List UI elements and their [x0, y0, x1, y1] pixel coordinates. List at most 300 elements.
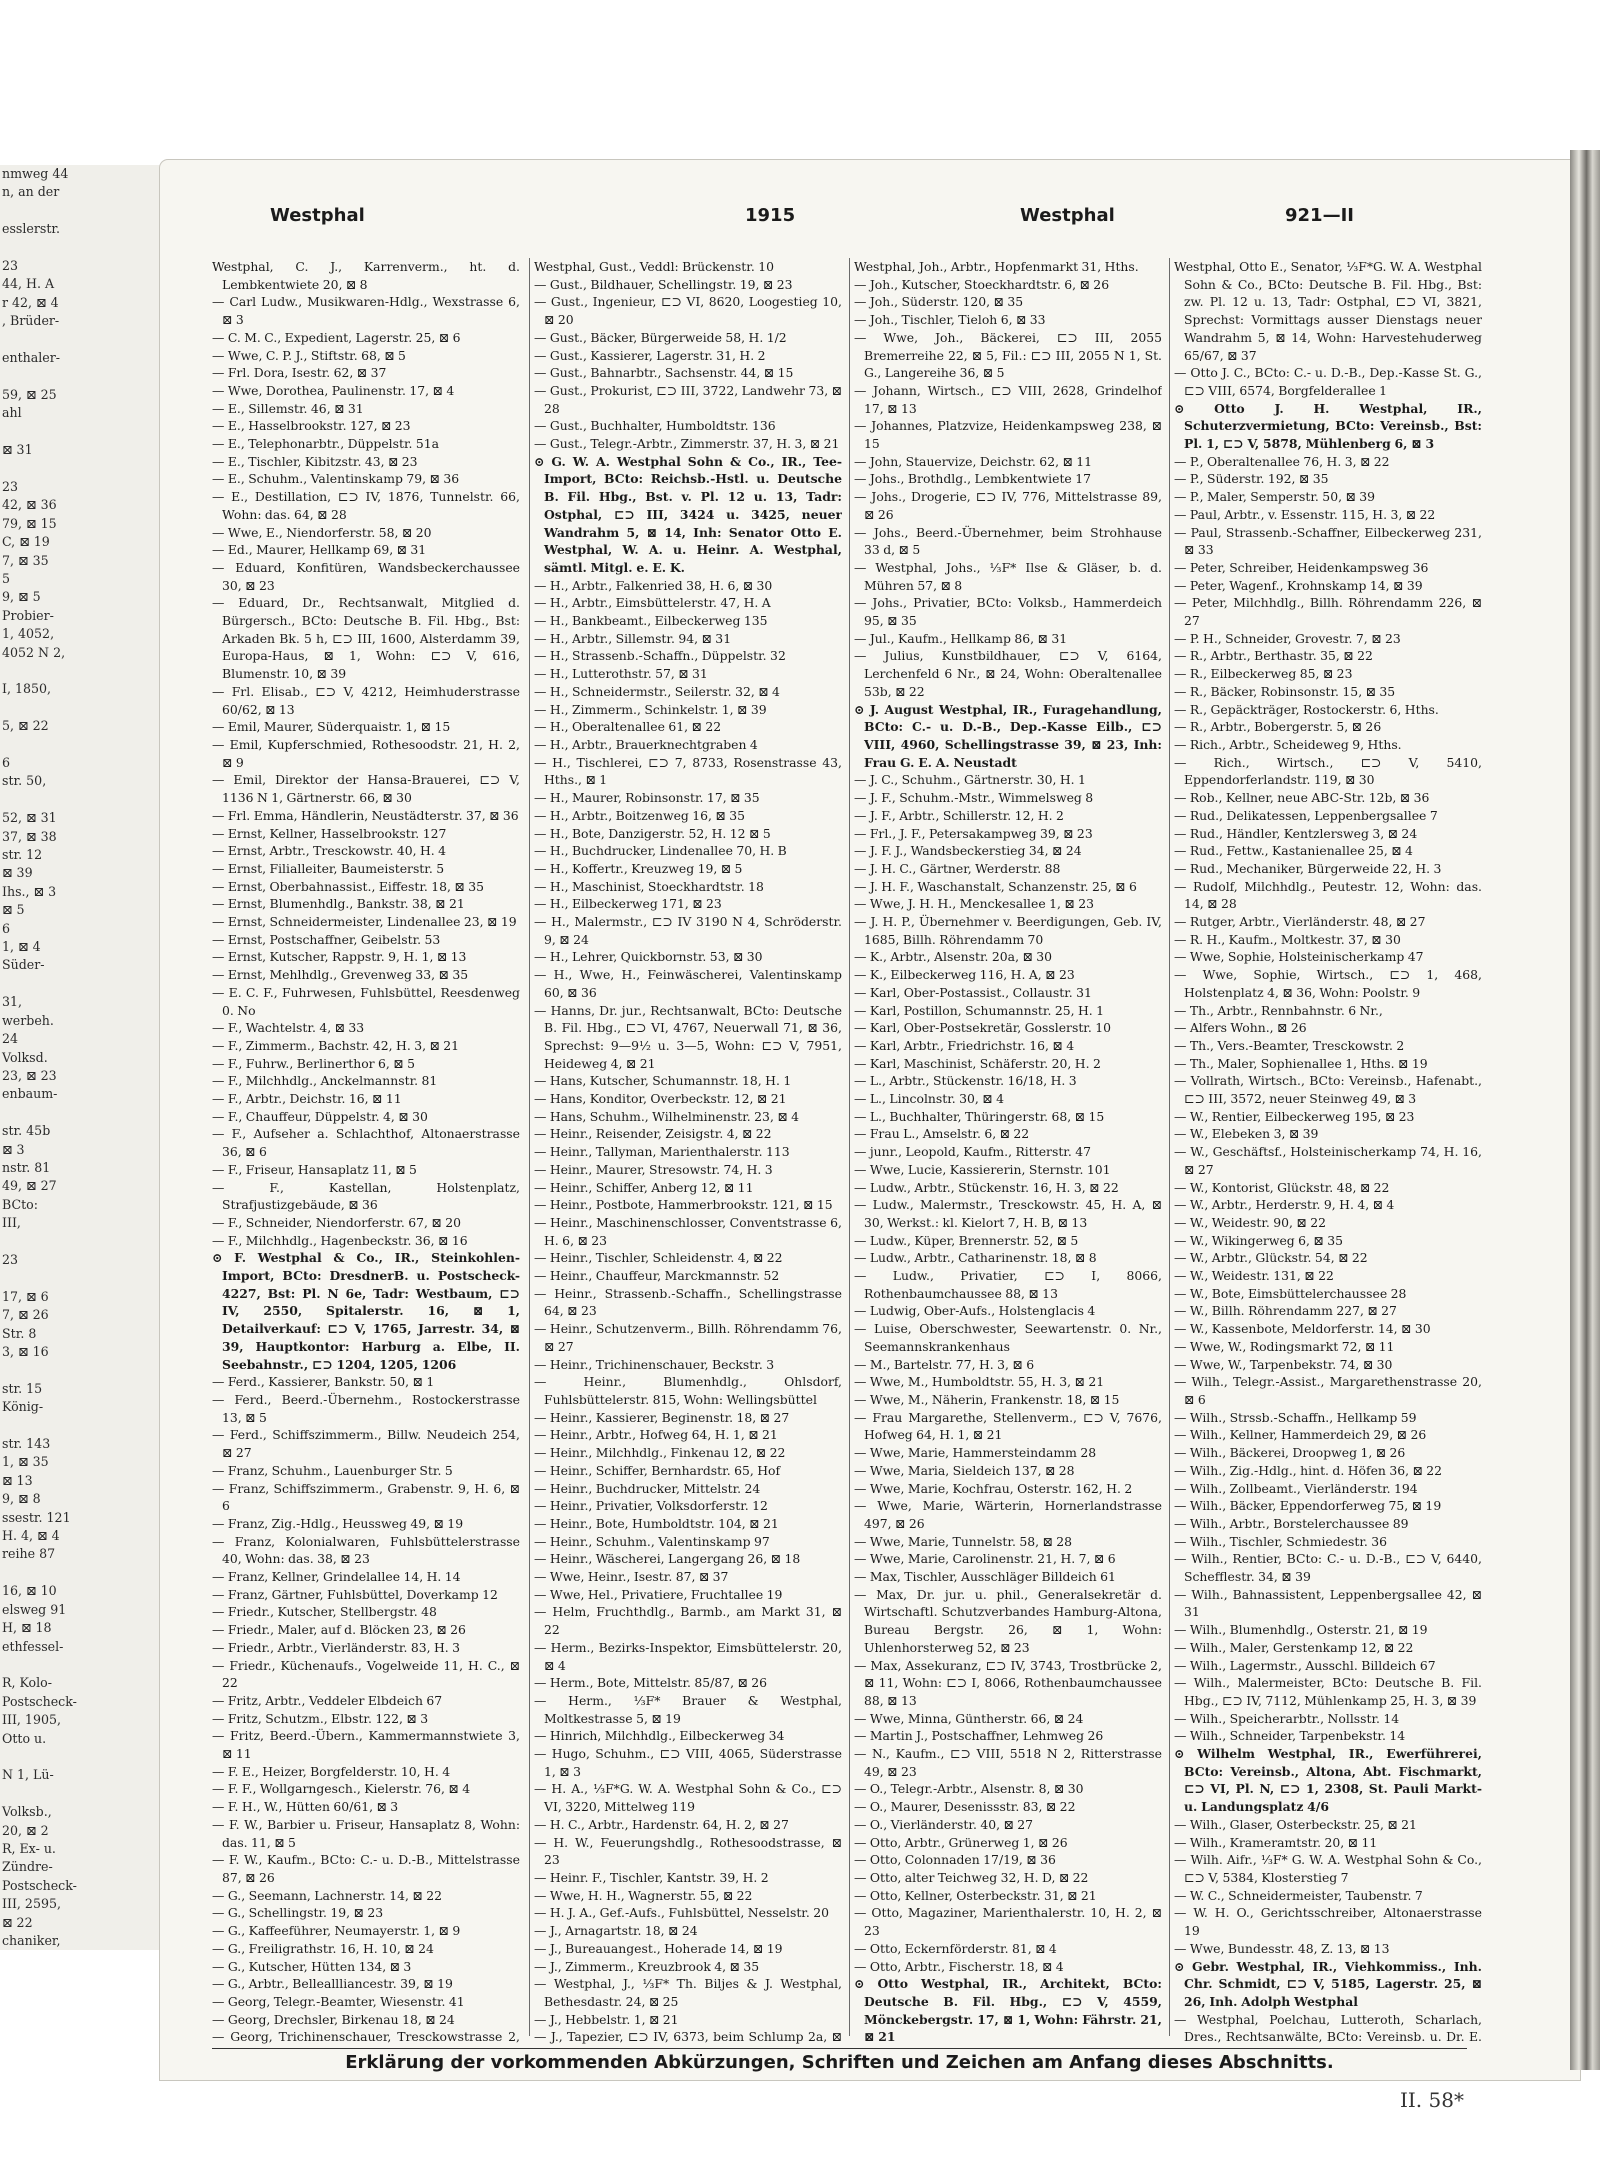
directory-entry: — Ludwig, Ober-Aufs., Holstenglacis 4	[854, 1303, 1096, 1319]
directory-entry: — F., Zimmerm., Bachstr. 42, H. 3, ⊠ 21	[212, 1037, 460, 1053]
directory-entry: — Carl Ludw., Musikwaren-Hdlg., Wexstrasse 6, ⊠ 3	[212, 294, 520, 328]
directory-entry: — H., Zimmerm., Schinkelstr. 1, ⊠ 39	[534, 701, 767, 717]
previous-page-line: 5	[2, 570, 11, 586]
previous-page-line: enbaum-	[2, 1086, 58, 1102]
directory-entry: — J. C., Schuhm., Gärtnerstr. 30, H. 1	[854, 772, 1086, 788]
directory-entry: — Wwe, Sophie, Holsteinischerkamp 47	[1174, 949, 1424, 965]
previous-page-line: 23	[2, 1251, 19, 1267]
directory-entry: — Otto, Kellner, Osterbeckstr. 31, ⊠ 21	[854, 1887, 1097, 1903]
directory-entry: — F., Schneider, Niendorferstr. 67, ⊠ 20	[212, 1214, 461, 1230]
directory-entry: — H., Tischlerei, ⊏⊃ 7, 8733, Rosenstrasse 43, Hths., ⊠ 1	[534, 754, 842, 788]
column-divider	[849, 258, 850, 2036]
previous-page-line: ⊠ 3	[2, 1141, 25, 1157]
directory-entry: — Heinr., Kassierer, Beginenstr. 18, ⊠ 27	[534, 1409, 790, 1425]
directory-entry: — G., Seemann, Lachnerstr. 14, ⊠ 22	[212, 1887, 443, 1903]
directory-entry: — R., Gepäckträger, Rostockerstr. 6, Hths.	[1174, 701, 1439, 717]
directory-entry: — Th., Arbtr., Rennbahnstr. 6 Nr.,	[1174, 1002, 1383, 1018]
directory-entry: — Otto, Magaziner, Marienthalerstr. 10, H. 2, ⊠ 23	[854, 1905, 1162, 1939]
directory-entry: — Wwe, Lucie, Kassiererin, Sternstr. 101	[854, 1161, 1111, 1177]
previous-page-line: H. 4, ⊠ 4	[2, 1528, 60, 1544]
directory-entry: — Heinr., Postbote, Hammerbrookstr. 121, ⊠ 15	[534, 1197, 833, 1213]
directory-entry: — Wilh., Zollbeamt., Vierländerstr. 194	[1174, 1480, 1418, 1496]
previous-page-line: chaniker,	[2, 1933, 61, 1948]
directory-entry: — R., Bäcker, Robinsonstr. 15, ⊠ 35	[1174, 683, 1396, 699]
directory-entry: — E., Tischler, Kibitzstr. 43, ⊠ 23	[212, 453, 418, 469]
directory-entry: — Gust., Buchhalter, Humboldtstr. 136	[534, 418, 776, 434]
directory-entry: — Gust., Kassierer, Lagerstr. 31, H. 2	[534, 347, 766, 363]
directory-entry: — Wilh. Aifr., ⅓F* G. W. A. Westphal Sohn & Co., ⊏⊃ V, 5384, Klosterstieg 7	[1174, 1852, 1482, 1885]
directory-entry: — Ferd., Beerd.-Übernehm., Rostockerstrasse 13, ⊠ 5	[212, 1392, 520, 1425]
directory-entry: — Ernst, Postschaffner, Geibelstr. 53	[212, 931, 441, 947]
directory-entry: — Karl, Ober-Postsekretär, Gosslerstr. 10	[854, 1020, 1111, 1036]
directory-entry: — Heinr. F., Tischler, Kantstr. 39, H. 2	[534, 1869, 769, 1885]
previous-page-line: 9, ⊠ 8	[2, 1491, 41, 1507]
previous-page-line: 24	[2, 1031, 19, 1047]
directory-columns	[212, 258, 1482, 2048]
directory-entry: — W., Elebeken 3, ⊠ 39	[1174, 1126, 1319, 1142]
directory-entry: — N., Kaufm., ⊏⊃ VIII, 5518 N 2, Ritterstrasse 49, ⊠ 23	[854, 1746, 1162, 1779]
directory-entry: — Ferd., Schiffszimmerm., Billw. Neudeich 254, ⊠ 27	[212, 1427, 520, 1461]
directory-entry: — W., Billh. Röhrendamm 227, ⊠ 27	[1174, 1303, 1397, 1319]
directory-entry: — Peter, Milchhdlg., Billh. Röhrendamm 226, ⊠ 27	[1174, 595, 1482, 629]
directory-entry: — Hans, Kutscher, Schumannstr. 18, H. 1	[534, 1073, 792, 1089]
directory-entry: — W., Geschäftsf., Holsteinischerkamp 74, H. 16, ⊠ 27	[1174, 1144, 1482, 1177]
directory-entry: — Wwe, M., Näherin, Frankenstr. 18, ⊠ 15	[854, 1392, 1120, 1407]
previous-page-line: 9, ⊠ 5	[2, 589, 41, 605]
directory-entry: — Otto, Arbtr., Grünerweg 1, ⊠ 26	[854, 1834, 1068, 1850]
directory-entry: — F., Chauffeur, Düppelstr. 4, ⊠ 30	[212, 1108, 428, 1124]
directory-entry: — F., Wachtelstr. 4, ⊠ 33	[212, 1020, 365, 1036]
directory-entry: — E., Hasselbrookstr. 127, ⊠ 23	[212, 418, 411, 434]
directory-entry: — F., Fuhrw., Berlinerthor 6, ⊠ 5	[212, 1055, 416, 1071]
directory-entry: — Peter, Wagenf., Krohnskamp 14, ⊠ 39	[1174, 577, 1423, 593]
directory-entry: — Wwe, H. H., Wagnerstr. 55, ⊠ 22	[534, 1887, 753, 1903]
directory-entry: — F., Aufseher a. Schlachthof, Altonaerstrasse 36, ⊠ 6	[212, 1126, 520, 1160]
previous-page-line: 31,	[2, 994, 23, 1010]
directory-entry: — Wwe, Heinr., Isestr. 87, ⊠ 37	[534, 1569, 729, 1585]
directory-entry: — Gust., Prokurist, ⊏⊃ III, 3722, Landwehr 73, ⊠ 28	[534, 382, 842, 416]
previous-page-line	[0, 239, 172, 257]
column-1	[212, 258, 520, 2048]
directory-entry: — Wwe, C. P. J., Stiftstr. 68, ⊠ 5	[212, 347, 406, 363]
directory-entry: — Franz, Zig.-Hdlg., Heussweg 49, ⊠ 19	[212, 1515, 464, 1531]
directory-entry: — Wwe, J. H. H., Menckesallee 1, ⊠ 23	[854, 896, 1094, 912]
directory-entry: — Vollrath, Wirtsch., BCto: Vereinsb., Hafenabt., ⊏⊃ III, 3572, neuer Steinweg 49, ⊠ 3	[1174, 1073, 1482, 1107]
directory-entry: — Wilh., Telegr.-Assist., Margarethenstrasse 20, ⊠ 6	[1174, 1374, 1482, 1407]
previous-page-line: 23	[2, 478, 19, 494]
previous-page-line: Otto u.	[2, 1730, 47, 1746]
directory-entry: — W., Kontorist, Glückstr. 48, ⊠ 22	[1174, 1179, 1390, 1195]
directory-entry: — Westphal, Johs., ⅓F* Ilse & Gläser, b. d. Mühren 57, ⊠ 8	[854, 559, 1162, 593]
directory-entry: — W., Arbtr., Glückstr. 54, ⊠ 22	[1174, 1250, 1368, 1266]
directory-entry: — Rich., Arbtr., Scheideweg 9, Hths.	[1174, 736, 1402, 752]
directory-entry: — Wilh., Arbtr., Borstelerchaussee 89	[1174, 1515, 1409, 1531]
directory-entry: — Franz, Schiffszimmerm., Grabenstr. 9, H. 6, ⊠ 6	[212, 1480, 520, 1514]
column-4	[1174, 258, 1482, 2048]
directory-entry: — Franz, Kellner, Grindelallee 14, H. 14	[212, 1569, 461, 1585]
previous-page-line: 42, ⊠ 36	[2, 497, 57, 513]
directory-entry: — Karl, Maschinist, Schäferstr. 20, H. 2	[854, 1055, 1101, 1071]
directory-entry: — J. H. C., Gärtner, Werderstr. 88	[854, 860, 1061, 876]
page-header	[200, 205, 1450, 233]
previous-page-line	[0, 662, 172, 680]
previous-page-line	[0, 1656, 172, 1674]
directory-entry: — Joh., Tischler, Tieloh 6, ⊠ 33	[854, 312, 1046, 328]
directory-entry: — Heinr., Chauffeur, Marckmannstr. 52	[534, 1268, 780, 1284]
previous-page-line: werbeh.	[2, 1012, 54, 1028]
directory-entry: — Karl, Arbtr., Friedrichstr. 16, ⊠ 4	[854, 1037, 1075, 1053]
header-right-name: Westphal	[1020, 205, 1115, 226]
previous-page-line	[0, 202, 172, 220]
directory-entry: — O., Maurer, Desenissstr. 83, ⊠ 22	[854, 1799, 1076, 1815]
directory-entry: — W., Weidestr. 90, ⊠ 22	[1174, 1214, 1327, 1230]
directory-entry: — K., Eilbeckerweg 116, H. A, ⊠ 23	[854, 967, 1075, 983]
directory-entry: — J., Hebbelstr. 1, ⊠ 21	[534, 2011, 679, 2027]
previous-page-line	[0, 791, 172, 809]
previous-page-line	[0, 1361, 172, 1379]
directory-entry: — Wilh., Blumenhdlg., Osterstr. 21, ⊠ 19	[1174, 1622, 1428, 1638]
directory-entry: — Wwe, Marie, Tunnelstr. 58, ⊠ 28	[854, 1533, 1073, 1549]
previous-page-line: 6	[2, 755, 11, 770]
directory-entry: — Jul., Kaufm., Hellkamp 86, ⊠ 31	[854, 630, 1068, 646]
directory-entry: — H. W., Feuerungshdlg., Rothesoodstrasse, ⊠ 23	[534, 1834, 842, 1868]
directory-entry: — F., Milchhdlg., Anckelmannstr. 81	[212, 1073, 438, 1089]
directory-entry: — L., Arbtr., Stückenstr. 16/18, H. 3	[854, 1073, 1077, 1089]
previous-page-line: ⊠ 13	[2, 1472, 33, 1488]
directory-entry: — Heinr., Blumenhdlg., Ohlsdorf, Fuhlsbüttelerstr. 815, Wohn: Wellingsbüttel	[534, 1374, 842, 1407]
directory-entry: — K., Arbtr., Alsenstr. 20a, ⊠ 30	[854, 949, 1053, 965]
previous-page-line: str. 50,	[2, 773, 47, 789]
directory-entry: — Heinr., Schuhm., Valentinskamp 97	[534, 1533, 770, 1549]
directory-entry: — E. C. F., Fuhrwesen, Fuhlsbüttel, Reesdenweg 0. No	[212, 984, 520, 1018]
previous-page-line: Probier-	[2, 607, 54, 623]
previous-page-line: enthaler-	[2, 350, 61, 366]
directory-entry: — P. H., Schneider, Grovestr. 7, ⊠ 23	[1174, 630, 1401, 646]
directory-entry: ⊙ Gebr. Westphal, IR., Viehkommiss., Inh. Chr. Schmidt, ⊏⊃ V, 5185, Lagerstr. 25, ⊠ 26, Inh. Adolph Westphal	[1174, 1958, 1482, 2009]
directory-entry: — H., Maurer, Robinsonstr. 17, ⊠ 35	[534, 790, 760, 806]
previous-page-line: n, an der	[2, 184, 60, 200]
previous-page-line: ⊠ 22	[2, 1914, 33, 1930]
directory-entry: — Paul, Strassenb.-Schaffner, Eilbeckerweg 231, ⊠ 33	[1174, 524, 1482, 558]
directory-entry: — F., Milchhdlg., Hagenbeckstr. 36, ⊠ 16	[212, 1232, 468, 1248]
directory-entry: — Frl. Elisab., ⊏⊃ V, 4212, Heimhuderstrasse 60/62, ⊠ 13	[212, 683, 520, 717]
directory-entry: — Rud., Delikatessen, Leppenbergsallee 7	[1174, 807, 1438, 823]
previous-page-line: nmweg 44	[2, 166, 69, 181]
directory-entry: — Heinr., Arbtr., Hofweg 64, H. 1, ⊠ 21	[534, 1427, 778, 1443]
previous-page-line: ⊠ 31	[2, 442, 33, 458]
directory-entry: — Heinr., Reisender, Zeisigstr. 4, ⊠ 22	[534, 1126, 772, 1142]
column-divider	[1169, 258, 1170, 2036]
previous-page-line: 4052 N 2,	[2, 644, 66, 660]
directory-entry: — H., Bote, Danzigerstr. 52, H. 12 ⊠ 5	[534, 825, 771, 841]
previous-page-line: 59, ⊠ 25	[2, 386, 57, 402]
directory-entry: — Max, Dr. jur. u. phil., Generalsekretär d. Wirtschaftl. Schutzverbandes Hamburg-Altona, Bureau Bergstr. 26, ⊠ 1, Wohn: Uhlenhorsterweg 52, ⊠ 23	[854, 1586, 1162, 1655]
directory-entry: — F., Friseur, Hansaplatz 11, ⊠ 5	[212, 1161, 417, 1177]
directory-entry: — Otto, Colonnaden 17/19, ⊠ 36	[854, 1852, 1056, 1868]
directory-entry: — Friedr., Maler, auf d. Blöcken 23, ⊠ 26	[212, 1622, 466, 1638]
directory-entry: — P., Süderstr. 192, ⊠ 35	[1174, 471, 1329, 487]
directory-entry: — Herm., Bote, Mittelstr. 85/87, ⊠ 26	[534, 1675, 768, 1691]
directory-entry: — Wilh., Speicherarbtr., Nollsstr. 14	[1174, 1710, 1400, 1726]
directory-entry: — Fritz, Schutzm., Elbstr. 122, ⊠ 3	[212, 1710, 429, 1726]
directory-entry: — Wilh., Kellner, Hammerdeich 29, ⊠ 26	[1174, 1427, 1427, 1443]
directory-entry: — Heinr., Trichinenschauer, Beckstr. 3	[534, 1356, 775, 1372]
directory-entry: — Heinr., Maschinenschlosser, Conventstrasse 6, H. 6, ⊠ 23	[534, 1214, 842, 1248]
directory-entry: — Wwe, Sophie, Wirtsch., ⊏⊃ 1, 468, Holstenplatz 4, ⊠ 36, Wohn: Poolstr. 9	[1174, 967, 1482, 1000]
previous-page-line: 5, ⊠ 22	[2, 718, 49, 734]
directory-entry: — H., Oberaltenallee 61, ⊠ 22	[534, 719, 722, 735]
directory-entry: — W., Arbtr., Herderstr. 9, H. 4, ⊠ 4	[1174, 1197, 1395, 1213]
directory-entry: — Hinrich, Milchhdlg., Eilbeckerweg 34	[534, 1728, 785, 1744]
directory-entry: — G., Arbtr., Belleallliancestr. 39, ⊠ 19	[212, 1976, 453, 1992]
previous-page-line: str. 12	[2, 847, 43, 863]
previous-page-line: 17, ⊠ 6	[2, 1288, 49, 1304]
footer-divider	[212, 2048, 1467, 2049]
previous-page-line: nstr. 81	[2, 1159, 51, 1175]
previous-page-line	[0, 736, 172, 754]
directory-entry: — Heinr., Privatier, Volksdorferstr. 12	[534, 1498, 768, 1514]
directory-entry: — Ernst, Mehlhdlg., Grevenweg 33, ⊠ 35	[212, 967, 469, 983]
previous-page-line	[0, 1785, 172, 1803]
previous-page-line	[0, 1233, 172, 1251]
directory-entry: — Friedr., Arbtr., Vierländerstr. 83, H. 3	[212, 1639, 461, 1655]
directory-entry: — F. H., W., Hütten 60/61, ⊠ 3	[212, 1799, 399, 1815]
directory-entry: — P., Maler, Semperstr. 50, ⊠ 39	[1174, 489, 1376, 505]
directory-entry: — Wilh., Tischler, Schmiedestr. 36	[1174, 1533, 1388, 1549]
directory-entry: — J. F., Schuhm.-Mstr., Wimmelsweg 8	[854, 790, 1094, 806]
directory-entry: — Wwe, Marie, Kochfrau, Osterstr. 162, H. 2	[854, 1480, 1133, 1496]
directory-entry: — Frl. Dora, Isestr. 62, ⊠ 37	[212, 365, 387, 381]
directory-entry: — Ed., Maurer, Hellkamp 69, ⊠ 31	[212, 542, 427, 558]
directory-entry: — W., Kassenbote, Meldorferstr. 14, ⊠ 30	[1174, 1321, 1431, 1337]
previous-page-fragments	[0, 165, 172, 1950]
directory-entry: — Wwe, Hel., Privatiere, Fruchtallee 19	[534, 1586, 783, 1602]
directory-entry: — Otto, Eckernförderstr. 81, ⊠ 4	[854, 1940, 1057, 1956]
previous-page-line: Ihs., ⊠ 3	[2, 883, 57, 899]
directory-entry: — F. W., Barbier u. Friseur, Hansaplatz 8, Wohn: das. 11, ⊠ 5	[212, 1816, 520, 1850]
previous-page-line: 23	[2, 258, 19, 274]
directory-entry: — Wilh., Bäcker, Eppendorferweg 75, ⊠ 19	[1174, 1498, 1442, 1514]
directory-entry: — H. C., Arbtr., Hardenstr. 64, H. 2, ⊠ 27	[534, 1816, 789, 1832]
previous-page-line: , Brüder-	[2, 313, 60, 329]
directory-entry: — Ernst, Oberbahnassist., Eiffestr. 18, ⊠ 35	[212, 878, 484, 894]
directory-entry: — J., Bureauangest., Hoherade 14, ⊠ 19	[534, 1940, 783, 1956]
directory-entry: — Friedr., Küchenaufs., Vogelweide 11, H. C., ⊠ 22	[212, 1657, 520, 1691]
directory-entry: — Emil, Direktor der Hansa-Brauerei, ⊏⊃ V, 1136 N 1, Gärtnerstr. 66, ⊠ 30	[212, 772, 520, 806]
directory-entry: — E., Sillemstr. 46, ⊠ 31	[212, 400, 364, 416]
previous-page-line: ⊠ 5	[2, 902, 25, 918]
directory-entry: — Wwe, Dorothea, Paulinenstr. 17, ⊠ 4	[212, 382, 455, 398]
directory-entry: — G., Freiligrathstr. 16, H. 10, ⊠ 24	[212, 1940, 434, 1956]
directory-entry: — G., Kaffeeführer, Neumayerstr. 1, ⊠ 9	[212, 1923, 461, 1939]
directory-entry: — Hanns, Dr. jur., Rechtsanwalt, BCto: Deutsche B. Fil. Hbg., ⊏⊃ VI, 4767, Neuerwall 71, ⊠ 36, Sprechst: 9—9½ u. 3—5, Wohn: ⊏⊃ V, 7951, Heideweg 4, ⊠ 21	[534, 1002, 842, 1071]
directory-entry: — Otto, alter Teichweg 32, H. D, ⊠ 22	[854, 1869, 1089, 1885]
directory-entry: Westphal, C. J., Karrenverm., ht. d. Lembkentwiete 20, ⊠ 8	[212, 259, 520, 292]
column-2	[534, 258, 842, 2048]
directory-entry: — Eduard, Dr., Rechtsanwalt, Mitglied d. Bürgersch., BCto: Deutsche B. Fil. Hbg., Bst: Arkaden Bk. 5 h, ⊏⊃ III, 1600, Alsterdamm 39, Europa-Haus, ⊠ 1, Wohn: ⊏⊃ V, 616, Blumenstr. 10, ⊠ 39	[212, 595, 520, 682]
directory-entry: — Wilh., Rentier, BCto: C.- u. D.-B., ⊏⊃ V, 6440, Schefflestr. 34, ⊠ 39	[1174, 1551, 1482, 1585]
directory-entry: — Paul, Arbtr., v. Essenstr. 115, H. 3, ⊠ 22	[1174, 506, 1436, 522]
directory-entry: — Wwe, Bundesstr. 48, Z. 13, ⊠ 13	[1174, 1940, 1390, 1956]
directory-entry: — H., Arbtr., Boitzenweg 16, ⊠ 35	[534, 807, 745, 823]
directory-entry: — Johs., Brothdlg., Lembkentwiete 17	[854, 471, 1091, 487]
directory-entry: — R. H., Kaufm., Moltkestr. 37, ⊠ 30	[1174, 931, 1401, 947]
directory-entry: — Emil, Kupferschmied, Rothesoodstr. 21, H. 2, ⊠ 9	[212, 736, 520, 770]
directory-entry: — J., Arnagartstr. 18, ⊠ 24	[534, 1923, 698, 1939]
directory-entry: — Ernst, Blumenhdlg., Bankstr. 38, ⊠ 21	[212, 896, 465, 912]
directory-entry: — Gust., Bildhauer, Schellingstr. 19, ⊠ 23	[534, 276, 793, 292]
column-3	[854, 258, 1162, 2048]
directory-entry: — Heinr., Schiffer, Bernhardstr. 65, Hof	[534, 1462, 781, 1478]
previous-page-line: R, Ex- u.	[2, 1840, 56, 1856]
directory-entry: — Joh., Süderstr. 120, ⊠ 35	[854, 294, 1024, 310]
directory-entry: — Max, Tischler, Ausschläger Billdeich 61	[854, 1569, 1116, 1585]
directory-entry: ⊙ J. August Westphal, IR., Furagehandlung, BCto: C.- u. D.-B., Dep.-Kasse Eilb., ⊏⊃ VIII, 4960, Schellingstrasse 39, ⊠ 23, Inh: Frau G. E. A. Neustadt	[854, 701, 1162, 770]
previous-page-line: I, 1850,	[2, 681, 52, 697]
directory-entry: — Ernst, Kutscher, Rappstr. 9, H. 1, ⊠ 13	[212, 949, 467, 965]
directory-entry: — H., Strassenb.-Schaffn., Düppelstr. 32	[534, 648, 786, 664]
directory-entry: — Fritz, Beerd.-Übern., Kammermannstwiete 3, ⊠ 11	[212, 1728, 520, 1762]
previous-page-line	[0, 460, 172, 478]
directory-entry: — Hans, Schuhm., Wilhelminenstr. 23, ⊠ 4	[534, 1108, 800, 1124]
previous-page-line: ⊠ 39	[2, 865, 33, 881]
previous-page-line	[0, 367, 172, 385]
directory-entry: — Heinr., Schiffer, Anberg 12, ⊠ 11	[534, 1179, 754, 1195]
directory-entry: — Johannes, Platzvize, Heidenkampsweg 238, ⊠ 15	[854, 418, 1162, 452]
previous-page-line: Volksb.,	[2, 1804, 52, 1820]
directory-entry: — Georg, Trichinenschauer, Tresckowstrasse 2,	[212, 2029, 520, 2045]
directory-entry: — Max, Assekuranz, ⊏⊃ IV, 3743, Trostbrücke 2, ⊠ 11, Wohn: ⊏⊃ I, 8066, Rothenbaumchaussee 88, ⊠ 13	[854, 1657, 1162, 1708]
directory-entry: — Wilh., Bäckerei, Droopweg 1, ⊠ 26	[1174, 1445, 1406, 1461]
previous-page-line: C, ⊠ 19	[2, 534, 50, 550]
directory-entry: — Rob., Kellner, neue ABC-Str. 12b, ⊠ 36	[1174, 790, 1430, 806]
previous-page-line: 49, ⊠ 27	[2, 1178, 57, 1194]
directory-entry: — R., Eilbeckerweg 85, ⊠ 23	[1174, 666, 1353, 682]
directory-entry: — Frau Margarethe, Stellenverm., ⊏⊃ V, 7676, Hofweg 64, H. 1, ⊠ 21	[854, 1409, 1162, 1443]
directory-entry: — Eduard, Konfitüren, Wandsbeckerchaussee 30, ⊠ 23	[212, 559, 520, 593]
previous-page-line: III, 2595,	[2, 1896, 61, 1912]
directory-entry: — Alfers Wohn., ⊠ 26	[1174, 1020, 1307, 1036]
directory-entry: — L., Lincolnstr. 30, ⊠ 4	[854, 1091, 1005, 1107]
directory-entry: — H., Eilbeckerweg 171, ⊠ 23	[534, 896, 722, 912]
directory-entry: — Heinr., Bote, Humboldtstr. 104, ⊠ 21	[534, 1515, 779, 1531]
directory-entry: — Ernst, Filialleiter, Baumeisterstr. 5	[212, 860, 445, 876]
directory-entry: — Wilh., Strssb.-Schaffn., Hellkamp 59	[1174, 1409, 1417, 1425]
directory-entry: — Franz, Gärtner, Fuhlsbüttel, Doverkamp 12	[212, 1586, 498, 1602]
previous-page-line: 79, ⊠ 15	[2, 515, 57, 531]
directory-entry: — F. W., Kaufm., BCto: C.- u. D.-B., Mittelstrasse 87, ⊠ 26	[212, 1852, 520, 1885]
directory-entry: — Rud., Händler, Kentzlersweg 3, ⊠ 24	[1174, 825, 1418, 841]
previous-page-line: esslerstr.	[2, 221, 61, 237]
directory-entry: — Georg, Drechsler, Birkenau 18, ⊠ 24	[212, 2011, 455, 2027]
previous-page-line: Str. 8	[2, 1325, 37, 1341]
previous-page-line: H, ⊠ 18	[2, 1620, 52, 1636]
previous-page-line	[0, 331, 172, 349]
directory-entry: — Fritz, Arbtr., Veddeler Elbdeich 67	[212, 1692, 443, 1708]
previous-page-line: Postscheck-	[2, 1877, 77, 1893]
directory-entry: — W., Weidestr. 131, ⊠ 22	[1174, 1268, 1334, 1284]
directory-entry: — Gust., Bahnarbtr., Sachsenstr. 44, ⊠ 15	[534, 365, 794, 381]
previous-page-line: Postscheck-	[2, 1693, 77, 1709]
directory-entry: — W. C., Schneidermeister, Taubenstr. 7	[1174, 1887, 1423, 1903]
directory-entry: — Rich., Wirtsch., ⊏⊃ V, 5410, Eppendorferlandstr. 119, ⊠ 30	[1174, 754, 1482, 788]
previous-page-line: 52, ⊠ 31	[2, 810, 57, 826]
previous-page-line: Zündre-	[2, 1859, 53, 1875]
directory-entry: — F., Arbtr., Deichstr. 16, ⊠ 11	[212, 1091, 402, 1107]
previous-page-line: 37, ⊠ 38	[2, 828, 57, 844]
directory-entry: — Hans, Konditor, Overbeckstr. 12, ⊠ 21	[534, 1091, 787, 1107]
page-signature: II. 58*	[1400, 2088, 1464, 2112]
previous-page-line: ethfessel-	[2, 1638, 64, 1654]
directory-entry: — R., Arbtr., Bobergerstr. 5, ⊠ 26	[1174, 719, 1382, 735]
directory-entry: — Johann, Wirtsch., ⊏⊃ VIII, 2628, Grindelhof 17, ⊠ 13	[854, 382, 1162, 416]
directory-entry: — Rutger, Arbtr., Vierländerstr. 48, ⊠ 27	[1174, 914, 1426, 930]
previous-page-edge	[0, 165, 174, 1950]
directory-entry: — L., Buchhalter, Thüringerstr. 68, ⊠ 15	[854, 1108, 1105, 1124]
directory-entry: — Wilh., Bahnassistent, Leppenbergsallee 42, ⊠ 31	[1174, 1586, 1482, 1620]
directory-entry: — Wwe, E., Niendorferstr. 58, ⊠ 20	[212, 524, 432, 540]
directory-entry: — H. A., ⅓F*G. W. A. Westphal Sohn & Co., ⊏⊃ VI, 3220, Mittelweg 119	[534, 1781, 842, 1815]
directory-entry: — W., Rentier, Eilbeckerweg 195, ⊠ 23	[1174, 1108, 1415, 1124]
directory-entry: — Johs., Drogerie, ⊏⊃ IV, 776, Mittelstrasse 89, ⊠ 26	[854, 489, 1162, 522]
directory-entry: — M., Bartelstr. 77, H. 3, ⊠ 6	[854, 1356, 1035, 1372]
directory-entry: — J. H. F., Waschanstalt, Schanzenstr. 25, ⊠ 6	[854, 878, 1137, 894]
directory-entry: — Otto J. C., BCto: C.- u. D.-B., Dep.-Kasse St. G., ⊏⊃ VIII, 6574, Borgfelderallee 1	[1174, 365, 1482, 398]
directory-entry: — Frau L., Amselstr. 6, ⊠ 22	[854, 1126, 1030, 1142]
previous-page-line	[0, 1748, 172, 1766]
previous-page-line	[0, 423, 172, 441]
directory-entry: — Wwe, Marie, Wärterin, Hornerlandstrasse 497, ⊠ 26	[854, 1498, 1162, 1531]
directory-entry: — Wilh., Maler, Gerstenkamp 12, ⊠ 22	[1174, 1639, 1414, 1655]
previous-page-line: ahl	[2, 405, 22, 421]
directory-entry: — Wilh., Malermeister, BCto: Deutsche B. Fil. Hbg., ⊏⊃ IV, 7112, Mühlenkamp 25, H. 3, ⊠ 39	[1174, 1675, 1482, 1708]
previous-page-line: 1, 4052,	[2, 626, 55, 642]
directory-entry: — Wwe, Minna, Güntherstr. 66, ⊠ 24	[854, 1710, 1084, 1726]
previous-page-line: str. 143	[2, 1436, 51, 1452]
directory-entry: — Rudolf, Milchhdlg., Peutestr. 12, Wohn: das. 14, ⊠ 28	[1174, 878, 1482, 912]
previous-page-line: III, 1905,	[2, 1712, 61, 1728]
directory-entry: — Ludw., Arbtr., Catharinenstr. 18, ⊠ 8	[854, 1250, 1097, 1266]
directory-entry: — H., Arbtr., Brauerknechtgraben 4	[534, 736, 758, 752]
previous-page-line: 6	[2, 920, 11, 936]
directory-entry: — Georg, Telegr.-Beamter, Wiesenstr. 41	[212, 1993, 465, 2009]
header-page-number: 921—II	[1285, 205, 1354, 226]
previous-page-line: König-	[2, 1399, 44, 1415]
directory-entry: — H., Wwe, H., Feinwäscherei, Valentinskamp 60, ⊠ 36	[534, 967, 842, 1000]
directory-entry: — Rud., Fettw., Kastanienallee 25, ⊠ 4	[1174, 843, 1413, 859]
directory-entry: — J. H. P., Übernehmer v. Beerdigungen, Geb. IV, 1685, Billh. Röhrendamm 70	[854, 914, 1162, 947]
directory-entry: — H., Arbtr., Sillemstr. 94, ⊠ 31	[534, 630, 732, 646]
previous-page-line: ssestr. 121	[2, 1509, 71, 1525]
directory-entry: ⊙ Wilhelm Westphal, IR., Ewerführerei, BCto: Vereinsb., Altona, Abt. Fischmarkt, ⊏⊃ VI, Pl. N, ⊏⊃ 1, 2308, St. Pauli Markt- u. Landungsplatz 4/6	[1174, 1746, 1482, 1815]
directory-entry: — Wilh., Schneider, Tarpenbekstr. 14	[1174, 1728, 1406, 1744]
previous-page-line: Volksd.	[2, 1049, 48, 1065]
directory-entry: — J. F., Arbtr., Schillerstr. 12, H. 2	[854, 807, 1064, 823]
directory-entry: — H., Buchdrucker, Lindenallee 70, H. B	[534, 843, 787, 859]
directory-entry: — Gust., Telegr.-Arbtr., Zimmerstr. 37, H. 3, ⊠ 21	[534, 436, 840, 452]
previous-page-line: 1, ⊠ 35	[2, 1454, 49, 1470]
directory-entry: — Ludw., Arbtr., Stückenstr. 16, H. 3, ⊠ 22	[854, 1179, 1119, 1195]
directory-entry: — F., Kastellan, Holstenplatz, Strafjustizgebäude, ⊠ 36	[212, 1179, 520, 1213]
directory-entry: — Wwe, Marie, Carolinenstr. 21, H. 7, ⊠ 6	[854, 1551, 1116, 1567]
previous-page-line: str. 15	[2, 1380, 43, 1396]
directory-entry: — Ernst, Schneidermeister, Lindenallee 23, ⊠ 19	[212, 914, 517, 930]
directory-entry: — Wwe, W., Tarpenbekstr. 74, ⊠ 30	[1174, 1356, 1393, 1372]
directory-entry: — Wwe, Marie, Hammersteindamm 28	[854, 1445, 1097, 1461]
previous-page-line: 7, ⊠ 26	[2, 1307, 49, 1323]
previous-page-line: BCto:	[2, 1196, 39, 1212]
directory-entry: — Heinr., Milchhdlg., Finkenau 12, ⊠ 22	[534, 1445, 786, 1461]
